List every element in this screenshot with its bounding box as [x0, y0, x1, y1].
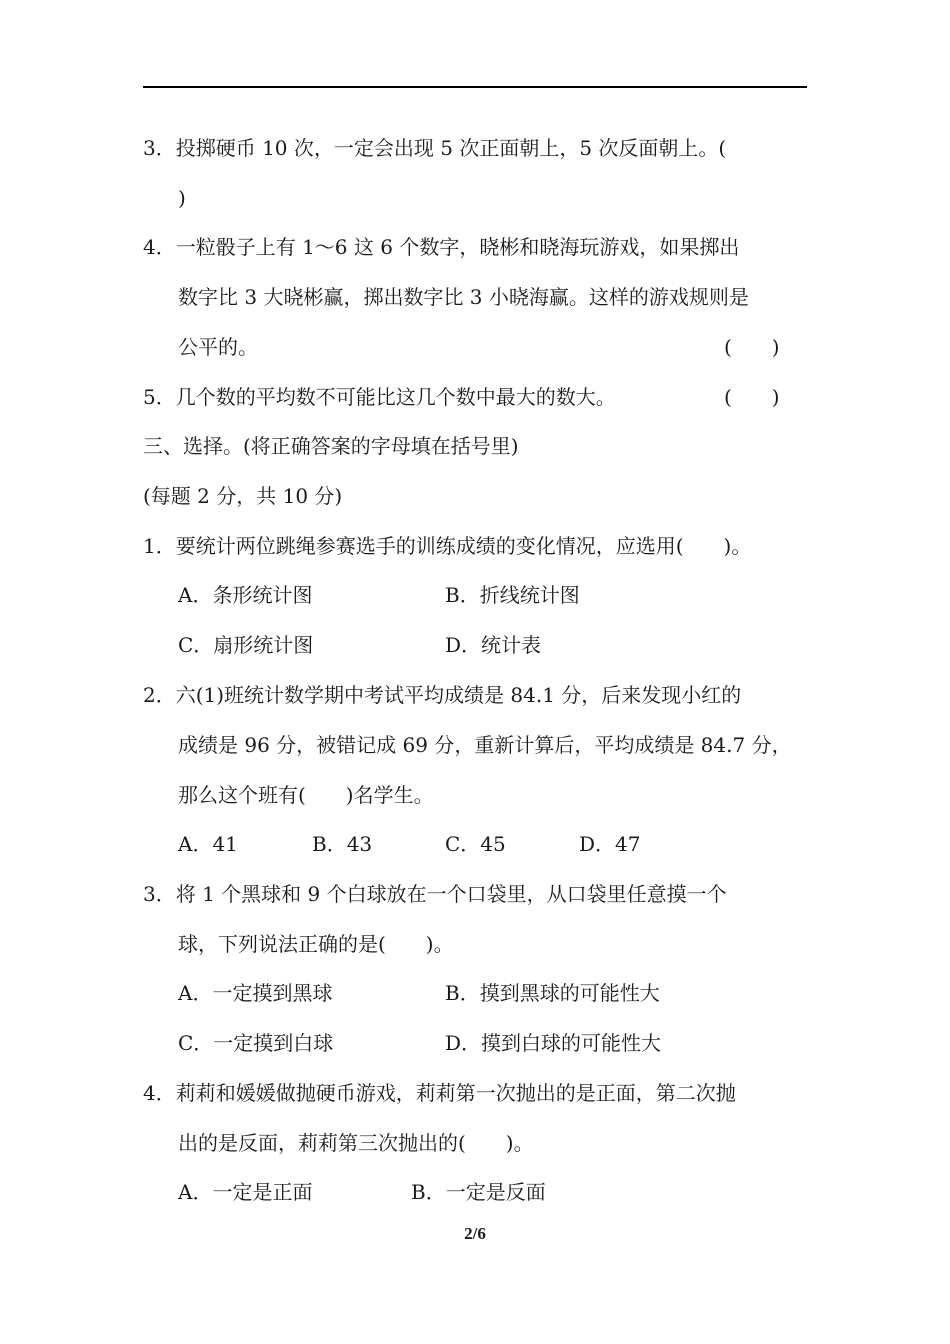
choice-q4-line1: 4．莉莉和媛媛做抛硬币游戏，莉莉第一次抛出的是正面，第二次抛: [143, 1081, 736, 1105]
choice-q1-option-a: A．条形统计图: [178, 583, 313, 607]
choice-q3-line2: 球，下列说法正确的是( )。: [178, 932, 454, 956]
choice-q2-option-b: B．43: [312, 832, 373, 856]
choice-q4-option-b: B．一定是反面: [411, 1180, 546, 1204]
judge-q3-line2: ): [178, 186, 186, 210]
choice-q3-option-a: A．一定摸到黑球: [178, 981, 333, 1005]
choice-q3-option-d: D．摸到白球的可能性大: [445, 1031, 662, 1055]
judge-q4-answer-blank: ( ): [724, 335, 780, 359]
choice-q3-line1: 3．将 1 个黑球和 9 个白球放在一个口袋里，从口袋里任意摸一个: [143, 882, 727, 906]
judge-q5-text: 5．几个数的平均数不可能比这几个数中最大的数大。: [143, 385, 616, 409]
choice-q2-option-a: A．41: [178, 832, 238, 856]
header-rule: [143, 86, 807, 88]
choice-q2-option-d: D．47: [579, 832, 641, 856]
choice-q2-option-c: C．45: [445, 832, 506, 856]
choice-q2-line3: 那么这个班有( )名学生。: [178, 783, 434, 807]
choice-q1-stem: 1．要统计两位跳绳参赛选手的训练成绩的变化情况，应选用( )。: [143, 534, 752, 558]
section3-points: (每题 2 分，共 10 分): [143, 484, 343, 508]
judge-q4-line2: 数字比 3 大晓彬赢，掷出数字比 3 小晓海赢。这样的游戏规则是: [178, 285, 749, 309]
choice-q2-line1: 2．六(1)班统计数学期中考试平均成绩是 84.1 分，后来发现小红的: [143, 683, 742, 707]
choice-q1-option-c: C．扇形统计图: [178, 633, 314, 657]
judge-q3-line1: 3．投掷硬币 10 次，一定会出现 5 次正面朝上，5 次反面朝上。(: [143, 136, 727, 160]
choice-q2-line2: 成绩是 96 分，被错记成 69 分，重新计算后，平均成绩是 84.7 分，: [178, 733, 792, 757]
judge-q4-line1: 4．一粒骰子上有 1～6 这 6 个数字，晓彬和晓海玩游戏，如果掷出: [143, 235, 740, 259]
judge-q4-line3: 公平的。: [178, 335, 258, 359]
section3-title: 三、选择。(将正确答案的字母填在括号里): [143, 434, 519, 458]
choice-q1-option-b: B．折线统计图: [445, 583, 580, 607]
choice-q3-option-c: C．一定摸到白球: [178, 1031, 334, 1055]
choice-q4-option-a: A．一定是正面: [178, 1180, 313, 1204]
judge-q5-answer-blank: ( ): [724, 385, 780, 409]
choice-q1-option-d: D．统计表: [445, 633, 542, 657]
page-number: 2/6: [464, 1224, 486, 1243]
choice-q3-option-b: B．摸到黑球的可能性大: [445, 981, 660, 1005]
choice-q4-line2: 出的是反面，莉莉第三次抛出的( )。: [178, 1131, 534, 1155]
